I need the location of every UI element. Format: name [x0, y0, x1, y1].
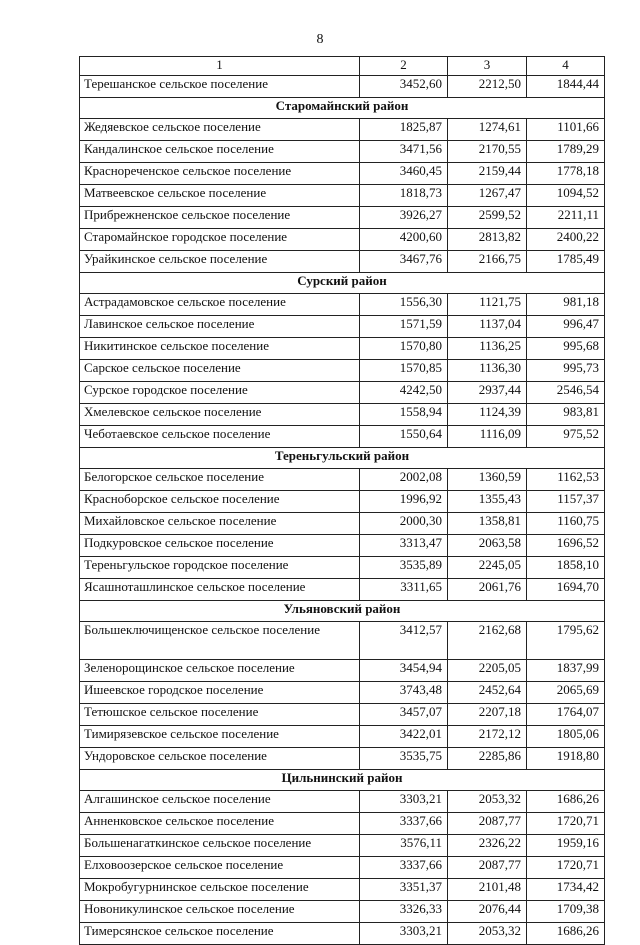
value-col-2: 1570,85	[360, 360, 448, 382]
value-col-3: 2061,76	[448, 579, 527, 601]
value-col-2: 1556,30	[360, 294, 448, 316]
value-col-2: 3351,37	[360, 879, 448, 901]
district-row	[80, 98, 605, 119]
value-col-4: 1858,10	[527, 557, 605, 579]
table-row	[80, 76, 605, 98]
value-col-3: 2159,44	[448, 163, 527, 185]
table-row	[80, 879, 605, 901]
table-row	[80, 141, 605, 163]
settlement-name: Терешанское сельское поселение	[80, 76, 360, 98]
value-col-2: 1825,87	[360, 119, 448, 141]
table-row	[80, 426, 605, 448]
column-number-3: 3	[448, 57, 527, 76]
settlement-name: Никитинское сельское поселение	[80, 338, 360, 360]
column-number-2: 2	[360, 57, 448, 76]
district-row	[80, 770, 605, 791]
value-col-2: 3326,33	[360, 901, 448, 923]
settlement-name: Урайкинское сельское поселение	[80, 251, 360, 273]
settlement-name: Тереньгульское городское поселение	[80, 557, 360, 579]
value-col-4: 1785,49	[527, 251, 605, 273]
settlement-name: Мокробугурнинское сельское поселение	[80, 879, 360, 901]
value-col-2: 3313,47	[360, 535, 448, 557]
table-row	[80, 294, 605, 316]
value-col-3: 2053,32	[448, 791, 527, 813]
table-row	[80, 513, 605, 535]
value-col-2: 3337,66	[360, 813, 448, 835]
table-row	[80, 901, 605, 923]
table-row	[80, 404, 605, 426]
value-col-4: 2400,22	[527, 229, 605, 251]
value-col-3: 2101,48	[448, 879, 527, 901]
settlement-name: Алгашинское сельское поселение	[80, 791, 360, 813]
value-col-2: 3535,75	[360, 748, 448, 770]
value-col-2: 3303,21	[360, 923, 448, 945]
value-col-2: 3457,07	[360, 704, 448, 726]
value-col-4: 2211,11	[527, 207, 605, 229]
settlement-name: Тетюшское сельское поселение	[80, 704, 360, 726]
value-col-2: 3311,65	[360, 579, 448, 601]
table-row	[80, 748, 605, 770]
settlement-name: Астрадамовское сельское поселение	[80, 294, 360, 316]
value-col-4: 1764,07	[527, 704, 605, 726]
value-col-3: 1274,61	[448, 119, 527, 141]
settlement-name: Ясашноташлинское сельское поселение	[80, 579, 360, 601]
value-col-3: 2212,50	[448, 76, 527, 98]
value-col-3: 2205,05	[448, 660, 527, 682]
settlement-name: Прибрежненское сельское поселение	[80, 207, 360, 229]
table-row	[80, 923, 605, 945]
settlement-name: Матвеевское сельское поселение	[80, 185, 360, 207]
value-col-4: 1959,16	[527, 835, 605, 857]
table-row	[80, 557, 605, 579]
district-name: Цильнинский район	[80, 770, 605, 791]
value-col-3: 2599,52	[448, 207, 527, 229]
table-row	[80, 579, 605, 601]
table-row	[80, 791, 605, 813]
value-col-3: 2087,77	[448, 857, 527, 879]
value-col-3: 1124,39	[448, 404, 527, 426]
table-row	[80, 622, 605, 660]
value-col-2: 1558,94	[360, 404, 448, 426]
value-col-2: 3412,57	[360, 622, 448, 660]
value-col-3: 2326,22	[448, 835, 527, 857]
table-row	[80, 835, 605, 857]
value-col-2: 3337,66	[360, 857, 448, 879]
value-col-2: 2002,08	[360, 469, 448, 491]
table-row	[80, 163, 605, 185]
value-col-4: 1720,71	[527, 813, 605, 835]
value-col-4: 1157,37	[527, 491, 605, 513]
table-row	[80, 491, 605, 513]
value-col-3: 1136,30	[448, 360, 527, 382]
settlement-name: Зеленорощинское сельское поселение	[80, 660, 360, 682]
table-row	[80, 382, 605, 404]
value-col-3: 2172,12	[448, 726, 527, 748]
value-col-2: 4242,50	[360, 382, 448, 404]
value-col-4: 1918,80	[527, 748, 605, 770]
value-col-3: 1358,81	[448, 513, 527, 535]
settlement-name: Лавинское сельское поселение	[80, 316, 360, 338]
column-number-4: 4	[527, 57, 605, 76]
value-col-3: 1137,04	[448, 316, 527, 338]
table-row	[80, 229, 605, 251]
value-col-4: 996,47	[527, 316, 605, 338]
table-row	[80, 360, 605, 382]
value-col-3: 2053,32	[448, 923, 527, 945]
value-col-2: 4200,60	[360, 229, 448, 251]
table-row	[80, 338, 605, 360]
value-col-2: 1550,64	[360, 426, 448, 448]
value-col-2: 3454,94	[360, 660, 448, 682]
table-row	[80, 857, 605, 879]
district-row	[80, 601, 605, 622]
value-col-2: 3460,45	[360, 163, 448, 185]
value-col-4: 1162,53	[527, 469, 605, 491]
column-number-1: 1	[80, 57, 360, 76]
tariff-table	[79, 56, 605, 945]
value-col-4: 1778,18	[527, 163, 605, 185]
settlement-name: Анненковское сельское поселение	[80, 813, 360, 835]
settlement-name: Сарское сельское поселение	[80, 360, 360, 382]
value-col-4: 1795,62	[527, 622, 605, 660]
value-col-2: 3452,60	[360, 76, 448, 98]
value-col-4: 975,52	[527, 426, 605, 448]
value-col-4: 981,18	[527, 294, 605, 316]
table-body	[80, 57, 605, 945]
value-col-4: 1709,38	[527, 901, 605, 923]
value-col-3: 1121,75	[448, 294, 527, 316]
page-number: 8	[316, 32, 324, 47]
table-row	[80, 119, 605, 141]
table-row	[80, 535, 605, 557]
settlement-name: Хмелевское сельское поселение	[80, 404, 360, 426]
settlement-name: Красноборское сельское поселение	[80, 491, 360, 513]
settlement-name: Краснореченское сельское поселение	[80, 163, 360, 185]
value-col-4: 2065,69	[527, 682, 605, 704]
value-col-4: 1694,70	[527, 579, 605, 601]
settlement-name: Старомайнское городское поселение	[80, 229, 360, 251]
settlement-name: Тимерсянское сельское поселение	[80, 923, 360, 945]
value-col-4: 1094,52	[527, 185, 605, 207]
value-col-4: 1789,29	[527, 141, 605, 163]
value-col-3: 2207,18	[448, 704, 527, 726]
value-col-4: 983,81	[527, 404, 605, 426]
value-col-4: 1686,26	[527, 791, 605, 813]
settlement-name: Ундоровское сельское поселение	[80, 748, 360, 770]
value-col-4: 1837,99	[527, 660, 605, 682]
value-col-2: 3303,21	[360, 791, 448, 813]
district-row	[80, 448, 605, 469]
value-col-2: 1570,80	[360, 338, 448, 360]
settlement-name: Большеключищенское сельское поселение	[80, 622, 360, 660]
settlement-name: Большенагаткинское сельское поселение	[80, 835, 360, 857]
value-col-3: 2076,44	[448, 901, 527, 923]
value-col-2: 3471,56	[360, 141, 448, 163]
value-col-2: 1818,73	[360, 185, 448, 207]
settlement-name: Белогорское сельское поселение	[80, 469, 360, 491]
value-col-3: 2245,05	[448, 557, 527, 579]
table-row	[80, 682, 605, 704]
settlement-name: Елховоозерское сельское поселение	[80, 857, 360, 879]
value-col-4: 1844,44	[527, 76, 605, 98]
value-col-4: 995,73	[527, 360, 605, 382]
value-col-2: 1571,59	[360, 316, 448, 338]
value-col-4: 1734,42	[527, 879, 605, 901]
value-col-4: 1696,52	[527, 535, 605, 557]
value-col-2: 3422,01	[360, 726, 448, 748]
district-name: Старомайнский район	[80, 98, 605, 119]
value-col-4: 1101,66	[527, 119, 605, 141]
value-col-2: 3926,27	[360, 207, 448, 229]
value-col-2: 3576,11	[360, 835, 448, 857]
value-col-4: 1720,71	[527, 857, 605, 879]
value-col-3: 1355,43	[448, 491, 527, 513]
value-col-2: 3467,76	[360, 251, 448, 273]
settlement-name: Михайловское сельское поселение	[80, 513, 360, 535]
table-row	[80, 185, 605, 207]
value-col-3: 2063,58	[448, 535, 527, 557]
value-col-2: 3743,48	[360, 682, 448, 704]
value-col-4: 995,68	[527, 338, 605, 360]
value-col-4: 2546,54	[527, 382, 605, 404]
value-col-3: 1116,09	[448, 426, 527, 448]
value-col-3: 2813,82	[448, 229, 527, 251]
value-col-3: 2170,55	[448, 141, 527, 163]
value-col-3: 2166,75	[448, 251, 527, 273]
value-col-3: 2937,44	[448, 382, 527, 404]
value-col-2: 3535,89	[360, 557, 448, 579]
column-number-row	[80, 57, 605, 76]
value-col-2: 2000,30	[360, 513, 448, 535]
value-col-3: 2285,86	[448, 748, 527, 770]
value-col-4: 1160,75	[527, 513, 605, 535]
value-col-3: 2452,64	[448, 682, 527, 704]
settlement-name: Чеботаевское сельское поселение	[80, 426, 360, 448]
value-col-3: 2162,68	[448, 622, 527, 660]
district-name: Сурский район	[80, 273, 605, 294]
value-col-3: 1267,47	[448, 185, 527, 207]
settlement-name: Сурское городское поселение	[80, 382, 360, 404]
value-col-3: 1136,25	[448, 338, 527, 360]
settlement-name: Ишеевское городское поселение	[80, 682, 360, 704]
table-row	[80, 704, 605, 726]
table-row	[80, 469, 605, 491]
value-col-2: 1996,92	[360, 491, 448, 513]
value-col-4: 1686,26	[527, 923, 605, 945]
value-col-4: 1805,06	[527, 726, 605, 748]
settlement-name: Жедяевское сельское поселение	[80, 119, 360, 141]
table-row	[80, 251, 605, 273]
table-row	[80, 726, 605, 748]
settlement-name: Подкуровское сельское поселение	[80, 535, 360, 557]
value-col-3: 2087,77	[448, 813, 527, 835]
table-row	[80, 207, 605, 229]
value-col-3: 1360,59	[448, 469, 527, 491]
table-row	[80, 813, 605, 835]
table-row	[80, 316, 605, 338]
district-name: Ульяновский район	[80, 601, 605, 622]
table-row	[80, 660, 605, 682]
settlement-name: Новоникулинское сельское поселение	[80, 901, 360, 923]
settlement-name: Кандалинское сельское поселение	[80, 141, 360, 163]
district-row	[80, 273, 605, 294]
district-name: Тереньгульский район	[80, 448, 605, 469]
settlement-name: Тимирязевское сельское поселение	[80, 726, 360, 748]
